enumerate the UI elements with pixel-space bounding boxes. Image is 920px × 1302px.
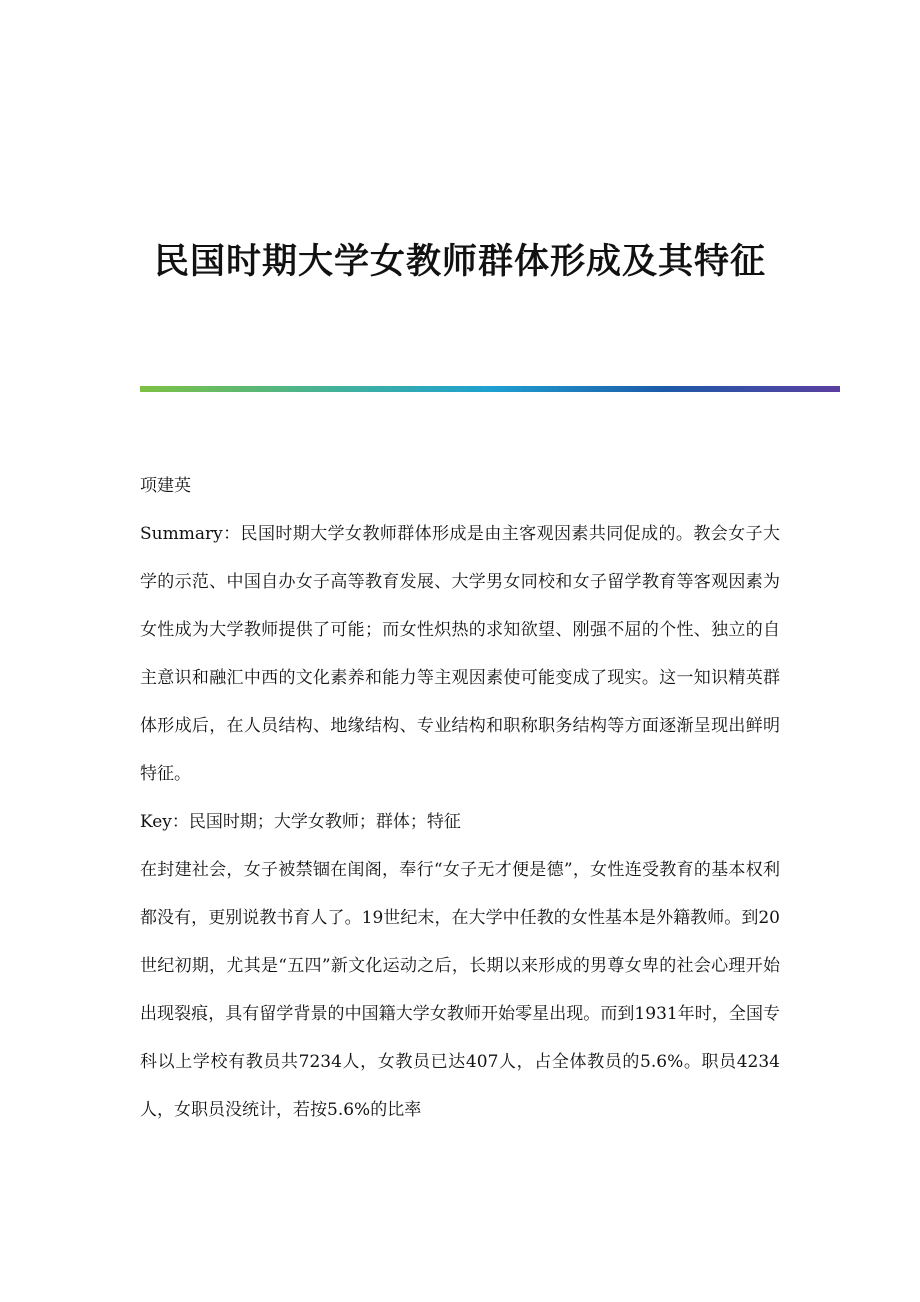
title-divider: [140, 386, 840, 392]
summary-paragraph: Summary：民国时期大学女教师群体形成是由主客观因素共同促成的。教会女子大学的示范、中国自办女子高等教育发展、大学男女同校和女子留学教育等客观因素为女性成为大学教师提供了可能；而女性炽热的求知欲望、刚强不屈的个性、独立的自主意识和融汇中西的文化素养和能力等主观因素使可能变成了现实。这一知识精英群体形成后，在人员结构、地缘结构、专业结构和职称职务结构等方面逐渐呈现出鲜明特征。: [140, 524, 780, 784]
keywords-line: Key：民国时期；大学女教师；群体；特征: [140, 812, 461, 832]
body-paragraph: 在封建社会，女子被禁锢在闺阁，奉行“女子无才便是德”，女性连受教育的基本权利都没有，更别说教书育人了。19世纪末，在大学中任教的女性基本是外籍教师。到20世纪初期，尤其是“五四”新文化运动之后，长期以来形成的男尊女卑的社会心理开始出现裂痕，具有留学背景的中国籍大学女教师开始零星出现。而到1931年时，全国专科以上学校有教员共7234人，女教员已达407人，占全体教员的5.6%。职员4234人，女职员没统计，若按5.6%的比率: [140, 860, 780, 1120]
document-body: [140, 462, 780, 1134]
document-title: 民国时期大学女教师群体形成及其特征: [153, 241, 766, 283]
author-name: 项建英: [140, 476, 191, 496]
